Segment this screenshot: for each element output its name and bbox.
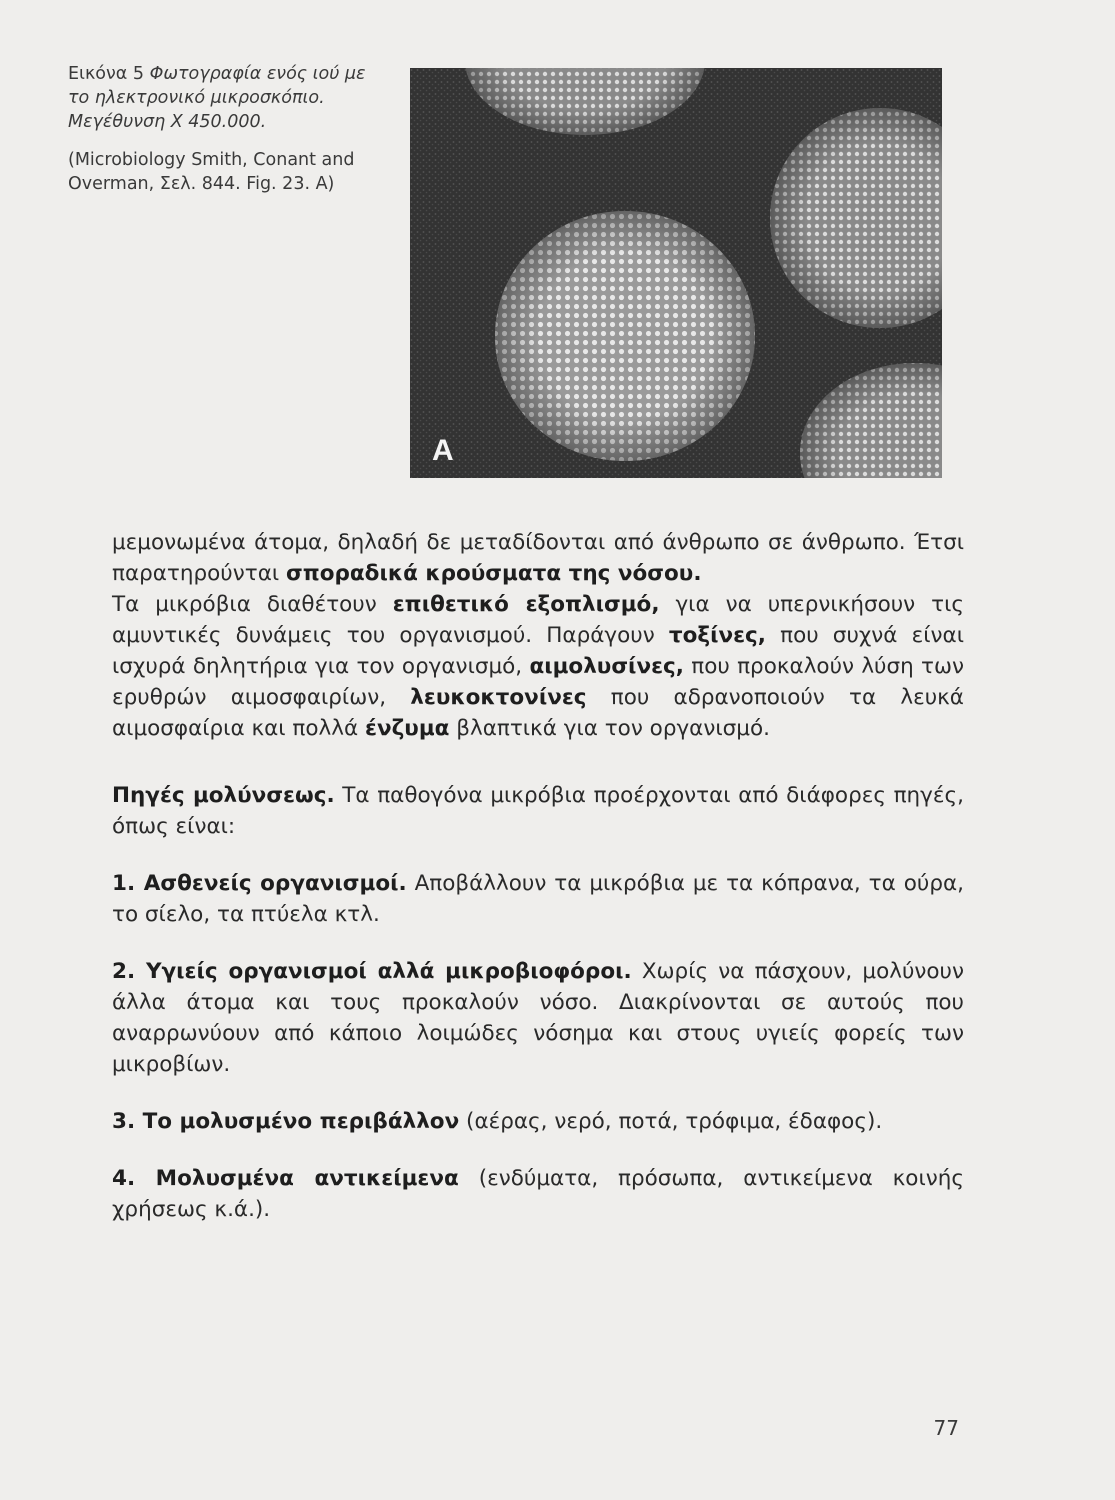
paragraph-offensive-equipment: [112, 589, 964, 744]
paragraph-sporadic: [112, 527, 964, 589]
list-item-2: [112, 956, 964, 1080]
caption-text: Φωτογραφία ενός ιού με το ηλεκτρονικό μικροσκόπιο. Μεγέθυνση Χ 450.000.: [68, 64, 366, 132]
bold-term: 4. Μολυσμένα αντικείμενα: [112, 1166, 459, 1191]
caption-source: (Microbiology Smith, Conant and Overman, Σελ. 844. Fig. 23. A): [68, 150, 355, 194]
text-span: Τα μικρόβια διαθέτουν: [112, 592, 393, 617]
text-span: μεμονωμένα άτομα, δηλαδή δε μεταδίδονται από άνθρωπο σε άνθρωπο. Έτσι παρατηρούνται: [112, 530, 964, 586]
text-span: που αδρανοποιούν τα λευκά αιμοσφαίρια και πολλά: [112, 685, 964, 741]
paragraph-infection-sources: [112, 780, 964, 842]
bold-term: αιμολυσίνες,: [529, 654, 684, 679]
text-span: (ενδύματα, πρόσωπα, αντικείμενα κοινής χρήσεως κ.ά.).: [112, 1166, 964, 1222]
list-item-4: [112, 1163, 964, 1225]
text-span: Τα παθογόνα μικρόβια προέρχονται από διάφορες πηγές, όπως είναι:: [112, 783, 964, 839]
text-span: Χωρίς να πάσχουν, μολύνουν άλλα άτομα και τους προκαλούν νόσο. Διακρίνονται σε αυτούς που αναρρωνύουν από κάποιο λοιμώδες νόσημα και στους υγιείς φορείς των μικροβίων.: [112, 959, 964, 1077]
bold-term: 2. Υγιείς οργανισμοί αλλά μικροβιοφόροι.: [112, 959, 632, 984]
section-heading: Πηγές μολύνσεως.: [112, 783, 335, 808]
text-span: (αέρας, νερό, ποτά, τρόφιμα, έδαφος).: [459, 1109, 883, 1134]
list-item-3: [112, 1106, 964, 1137]
panel-label: A: [432, 434, 454, 467]
bold-term: ένζυμα: [364, 716, 450, 741]
micrograph-image: [410, 68, 942, 478]
bold-term: 1. Ασθενείς οργανισμοί.: [112, 871, 407, 896]
text-span: που προκαλούν λύση των ερυθρών αιμοσφαιρίων,: [112, 654, 965, 710]
figure-caption: [68, 62, 386, 210]
bold-term: σποραδικά κρούσματα της νόσου.: [285, 561, 702, 586]
list-item-1: [112, 868, 964, 930]
text-span: βλαπτικά για τον οργανισμό.: [449, 716, 770, 741]
main-text: [112, 527, 964, 1225]
bold-term: λευκοκτονίνες: [410, 685, 587, 710]
text-span: για να υπερνικήσουν τις αμυντικές δυνάμεις του οργανισμού. Παράγουν: [112, 592, 964, 648]
virus-micrograph: [410, 68, 942, 478]
text-span: Αποβάλλουν τα μικρόβια με τα κόπρανα, τα ούρα, το σίελο, τα πτύελα κτλ.: [112, 871, 964, 927]
bold-term: τοξίνες,: [668, 623, 766, 648]
page-number: 77: [933, 1416, 959, 1440]
bold-term: 3. Το μολυσμένο περιβάλλον: [112, 1109, 460, 1134]
bold-term: επιθετικό εξοπλισμό,: [392, 592, 660, 617]
caption-label: Εικόνα 5: [68, 64, 145, 84]
text-span: που συχνά είναι ισχυρά δηλητήρια για τον οργανισμό,: [112, 623, 964, 679]
